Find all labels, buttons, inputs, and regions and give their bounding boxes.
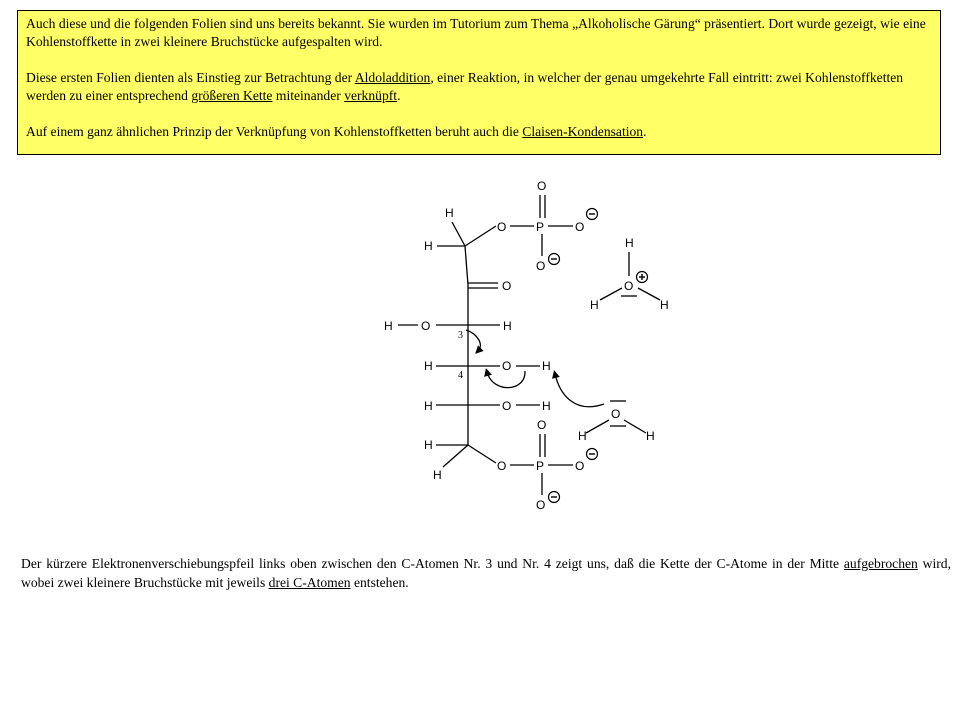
intro-text-2a: Diese ersten Folien dienten als Einstieg zur Betrachtung der xyxy=(26,70,355,85)
atom-o-carbonyl: O xyxy=(502,279,512,293)
drei-c-atomen-link[interactable]: drei C-Atomen xyxy=(268,575,351,590)
atom-o-c5: O xyxy=(502,399,512,413)
atom-h3o-h-top: H xyxy=(625,236,634,250)
bond-h3o-h-right xyxy=(638,288,660,300)
atom-water-o: O xyxy=(611,407,621,421)
atom-h-c1-left: H xyxy=(424,239,433,253)
intro-text-2d: . xyxy=(397,88,401,103)
atom-h3o-h-left: H xyxy=(590,298,599,312)
bond-c1-o xyxy=(465,226,496,246)
atom-h-c6-bottom: H xyxy=(433,468,442,482)
outro-text-c: entstehen. xyxy=(350,575,409,590)
bond-water-h-left xyxy=(586,420,609,433)
bonds xyxy=(398,195,660,495)
atom-p-top: P xyxy=(536,220,545,234)
atom-labels xyxy=(384,179,669,512)
atom-h-c5: H xyxy=(424,399,433,413)
claisen-kondensation-link[interactable]: Claisen-Kondensation xyxy=(522,124,644,139)
charge-minus-bottom-bottom xyxy=(549,492,560,503)
intro-text-2c: miteinander xyxy=(272,88,345,103)
atom-h3o-o: O xyxy=(624,279,634,293)
atom-h-oh-c4: H xyxy=(542,359,551,373)
atom-h-oh-c5: H xyxy=(542,399,551,413)
charge-plus-hydronium xyxy=(637,272,648,283)
atom-h-c6-left: H xyxy=(424,438,433,452)
atom-o-p-top-dbl: O xyxy=(537,179,547,193)
atom-o-ester-top: O xyxy=(497,220,507,234)
atom-p-bottom: P xyxy=(536,459,545,473)
atom-o-p-top-right: O xyxy=(575,220,585,234)
aldoladdition-link[interactable]: Aldoladdition xyxy=(354,70,431,85)
atom-o-p-bottom-bottom: O xyxy=(536,498,546,512)
atom-h3o-h-right: H xyxy=(660,298,669,312)
outro-text-a: Der kürzere Elektronenverschiebungspfeil links oben zwischen den C-Atomen Nr. 3 und Nr. 4 zeigt uns, daß die Kette der C-Atome in der Mitte xyxy=(21,556,844,571)
atom-h-c4: H xyxy=(424,359,433,373)
intro-text-1: Auch diese und die folgenden Folien sind uns bereits bekannt. Sie wurden im Tutorium zum Thema „Alkoholische Gärung“ präsentiert. Dort wurde gezeigt, wie eine Kohlenstoffkette in zwei kleinere Bruchstücke aufgespalten wird. xyxy=(26,16,926,49)
atom-o-p-bottom-right: O xyxy=(575,459,585,473)
intro-text-3b: . xyxy=(643,124,647,139)
bond-c1-c2 xyxy=(465,246,468,285)
carbon-number-4: 4 xyxy=(458,370,463,381)
bond-h-c1-top xyxy=(452,222,465,246)
atom-water-h-right: H xyxy=(646,429,655,443)
charge-minus-bottom-right xyxy=(587,449,598,460)
arrow-water-h xyxy=(555,374,604,407)
atom-h-c3: H xyxy=(503,319,512,333)
bond-h-c6-bottom xyxy=(443,445,468,467)
atom-h-c1-top: H xyxy=(445,206,454,220)
charge-minus-top-right xyxy=(587,209,598,220)
groessere-kette-link[interactable]: größeren Kette xyxy=(191,88,273,103)
arrow-oh-c4 xyxy=(487,371,525,388)
atom-o-c3: O xyxy=(421,319,431,333)
outro-text-b: wird, wobei zwei kleinere Bruchstücke mit jeweils xyxy=(21,556,951,590)
atom-h-oh-c3: H xyxy=(384,319,393,333)
explanation-text xyxy=(21,554,951,592)
charges xyxy=(549,209,648,503)
bond-water-h-right xyxy=(624,420,646,433)
carbon-number-3: 3 xyxy=(458,330,463,341)
intro-text-2b: , einer Reaktion, in welcher der genau umgekehrte Fall eintritt: zwei Kohlenstoffketten werden zu einer entsprechend xyxy=(26,70,904,103)
atom-o-ester-bottom: O xyxy=(497,459,507,473)
atom-water-h-left: H xyxy=(578,429,587,443)
verknuepft-link[interactable]: verknüpft xyxy=(344,88,398,103)
bond-h3o-h-left xyxy=(600,288,622,300)
atom-o-p-top-bottom: O xyxy=(536,259,546,273)
intro-text-3a: Auf einem ganz ähnlichen Prinzip der Verknüpfung von Kohlenstoffketten beruht auch die xyxy=(26,124,523,139)
aufgebrochen-link[interactable]: aufgebrochen xyxy=(843,556,918,571)
atom-o-c4: O xyxy=(502,359,512,373)
bond-c6-o xyxy=(468,445,496,463)
charge-minus-top-bottom xyxy=(549,254,560,265)
atom-o-p-bottom-dbl: O xyxy=(537,418,547,432)
